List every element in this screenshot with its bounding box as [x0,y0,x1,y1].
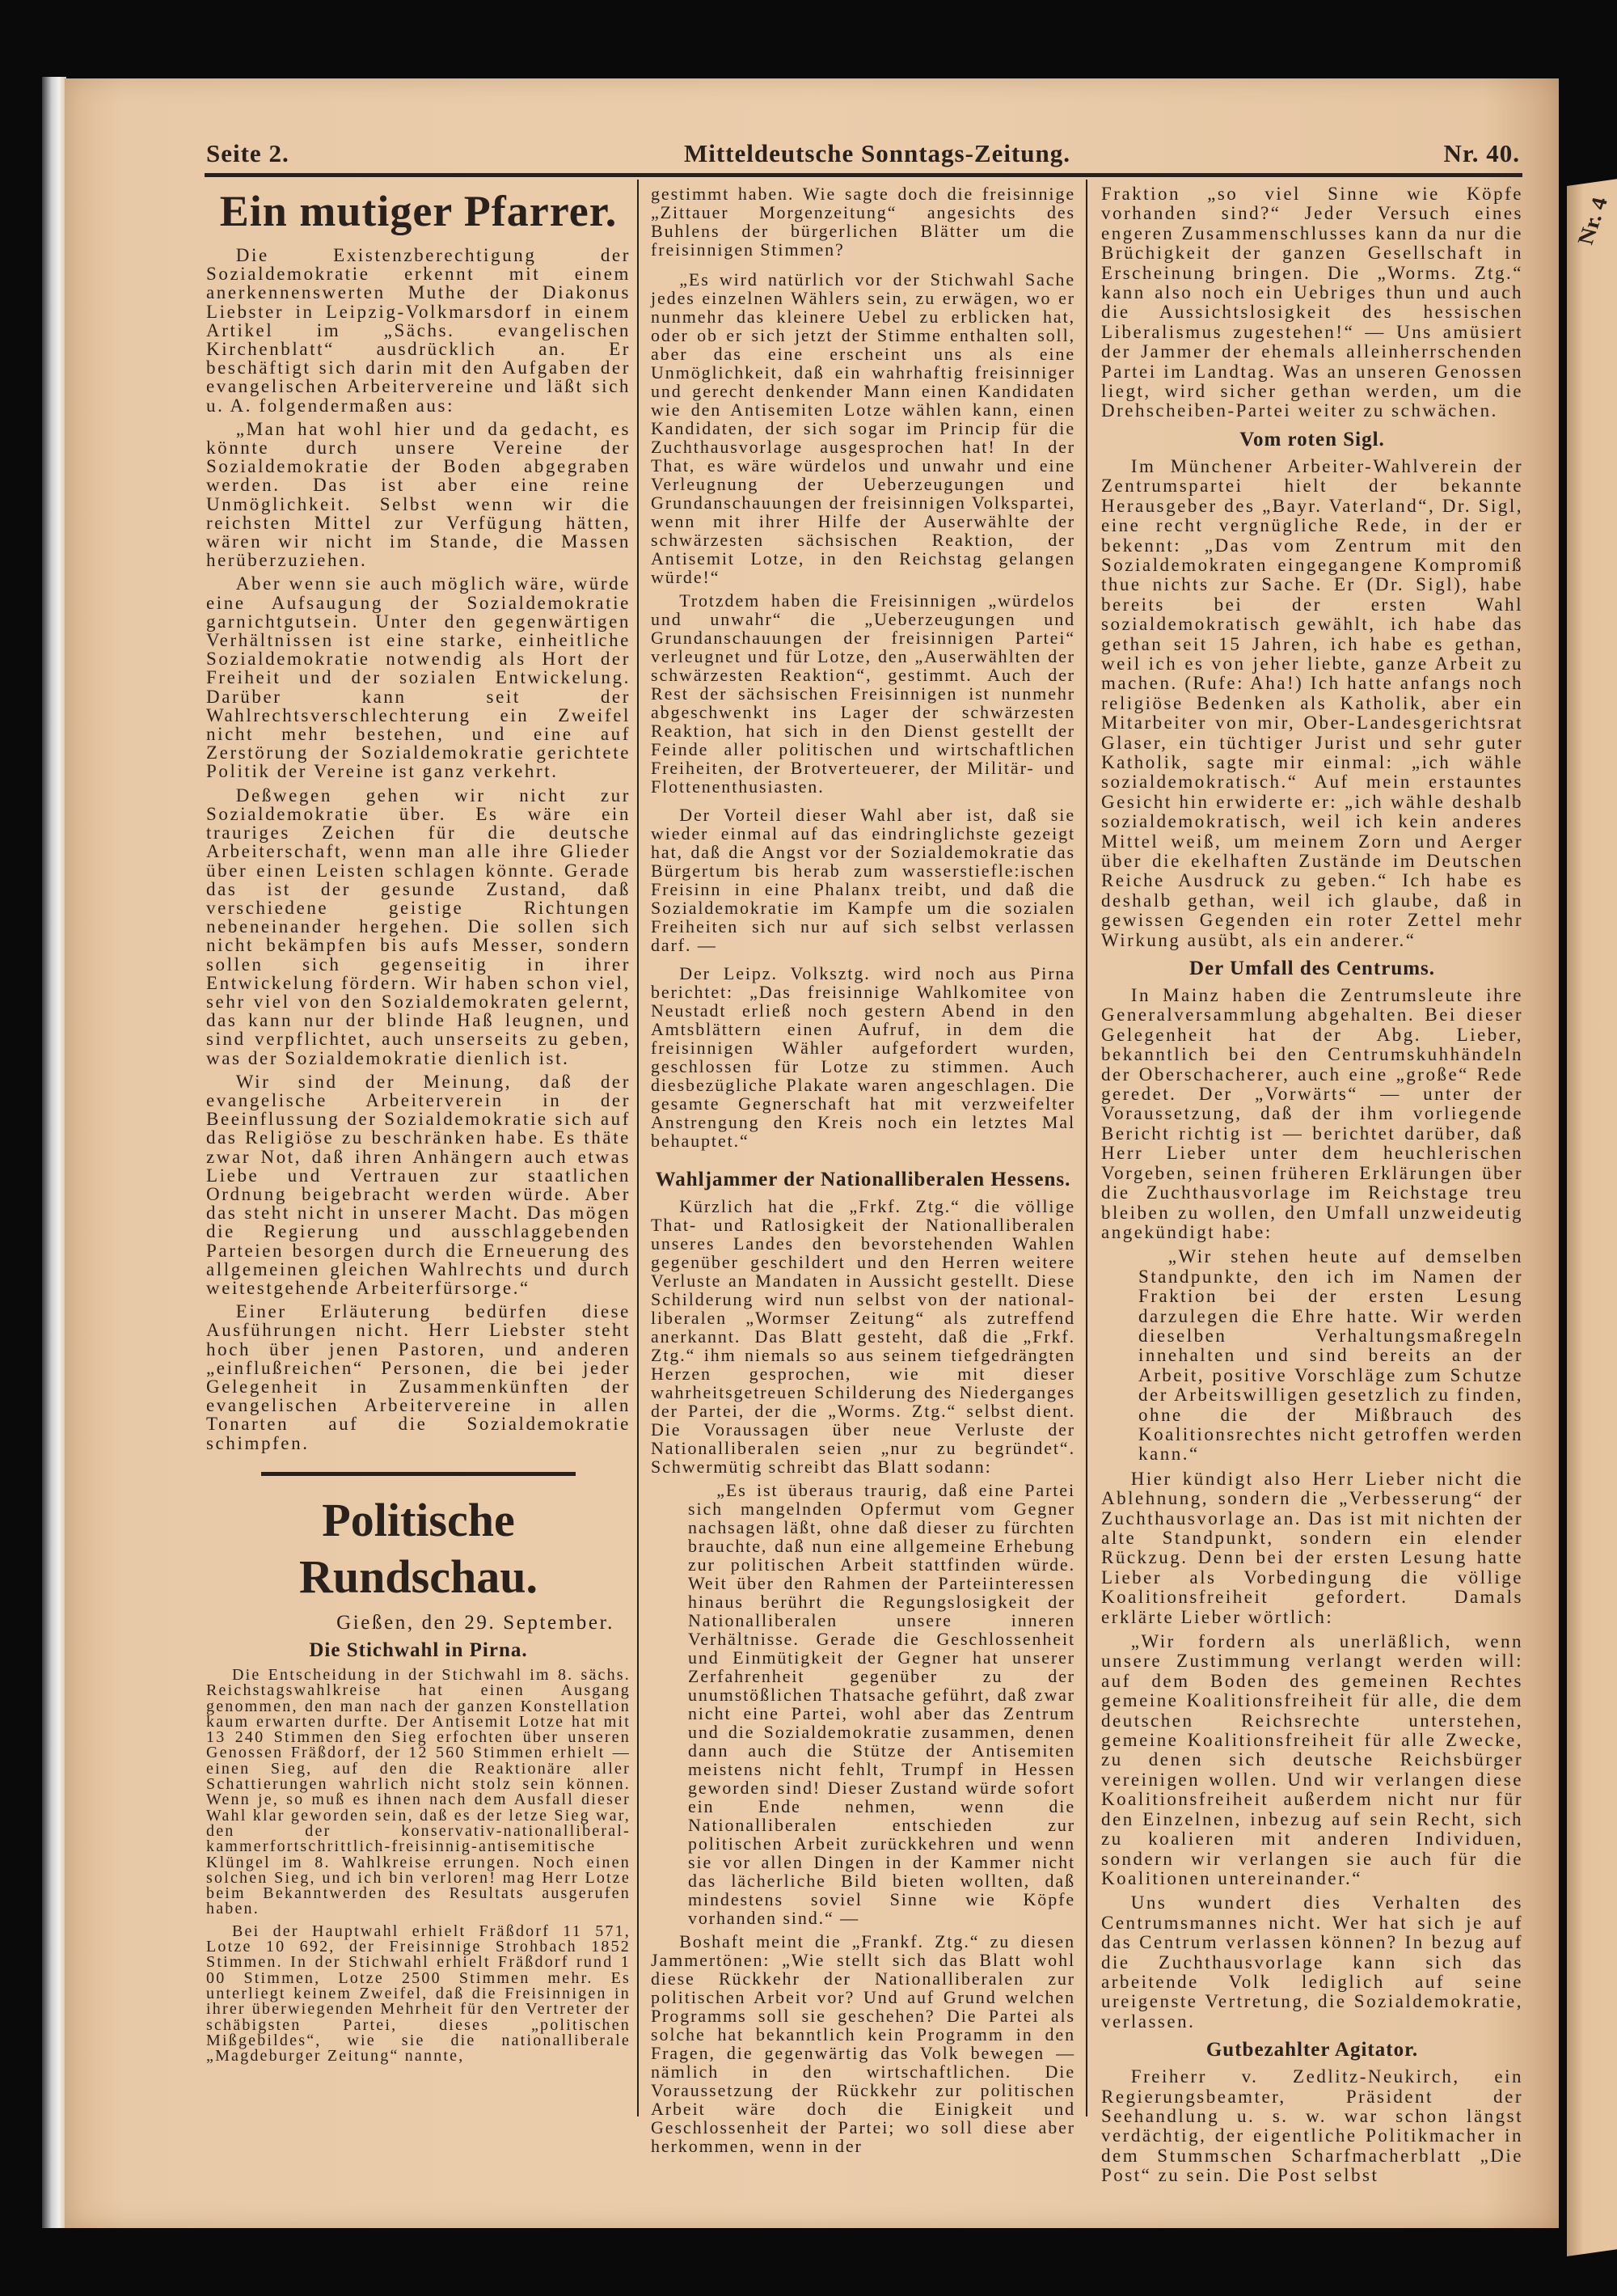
section-divider [261,1472,576,1476]
paragraph: Fraktion „so viel Sinne wie Köpfe vorhanden sind?“ Jeder Versuch eines engeren Zusammenschlusses kann da nur die Brüchigkeit der ganzen Gesellschaft in Erscheinung bringen. Die „Worms. Ztg.“ kann also noch ein Uebriges thun und auch die Aussichtslosigkeit des hessischen Liberalismus zugestehen!“ — Uns amüsiert der Jammer der ehemals alleinherrschenden Partei im Landtag. Was an unseren Genossen liegt, wird sicher gethan werden, um die Drehscheiben-Partei weiter zu schwächen. [1101,184,1523,421]
paragraph: Der Vorteil dieser Wahl aber ist, daß sie wieder einmal auf das eindringlichste gezeigt hat, daß die Angst vor der Sozialdemokratie das Bürgertum bis herab zum wasserstiefle:ischen Freisinn in eine Phalanx treibt, und daß die Sozialdemokratie im Kampfe um die sozialen Freiheiten sich nur auf sich selbst verlassen darf. — [651,805,1075,955]
paragraph: In Mainz haben die Zentrumsleute ihre Generalversammlung abgehalten. Bei dieser Gelegenheit hat der Abg. Lieber, bekanntlich bei den Centrumskuhhändeln der Oberschacherer, auch eine „große“ Rede geredet. Der „Vorwärts“ — unter der Voraussetzung, daß der ihm vorliegende Bericht richtig ist — berichtet darüber, daß Herr Lieber unter dem heuchlerischen Vorgeben, seinen früheren Erklärungen über die Zuchthausvorlage im Reichstage treu bleiben zu wollen, den Umfall unzweideutig angekündigt habe: [1101,985,1523,1242]
quote-paragraph: „Wir fordern als unerläßlich, wenn unsere Zustimmung verlangt werden will: auf dem Boden des gemeinen Rechtes gemeine Koalitionsfreiheit für alle, die dem deutschen Reichsrechte unterstehen, gemeine Koalitionsfreiheit für alle Zwecke, zu denen sich deutsche Reichsbürger vereinigen wollen. Und wir verlangen diese Koalitionsfreiheit außerdem nicht nur für den Einzelnen, inbezug auf sein Recht, sich zu koalieren mit anderen Individuen, sondern wir verlangen sie auch für die Koalitionen untereinander.“ [1101,1631,1523,1888]
paragraph: Freiherr v. Zedlitz-Neukirch, ein Regierungsbeamter, Präsident der Seehandlung u. s. w. war schon längst verdächtig, der eigentliche Politikmacher in dem Stummschen Scharfmacherblatt „Die Post“ zu sein. Die Post selbst [1101,2066,1523,2186]
paragraph: Aber wenn sie auch möglich wäre, würde eine Aufsaugung der Sozialdemokratie garnichtgutsein. Unter den gegenwärtigen Verhältnissen ist eine starke, einheitliche Sozialdemokratie notwendig als Hort der Freiheit und der sozialen Entwickelung. Darüber kann seit der Wahlrechtsverschlechterung ein Zweifel nicht mehr bestehen, und eine auf Zerstörung der Sozialdemokratie gerichtete Politik der Vereine ist ganz verkehrt. [206,573,631,782]
column-divider-2 [1086,180,1087,2116]
paragraph: Kürzlich hat die „Frkf. Ztg.“ die völlige That- und Ratlosigkeit der Nationalliberalen unseres Landes den bevorstehenden Wahlen gegenüber geschildert und den Herren weitere Verluste an Mandaten in Aussicht gestellt. Diese Schilderung wird nun selbst von der national-liberalen „Wormser Zeitung“ als zutreffend anerkannt. Das Blatt gesteht, daß die „Frkf. Ztg.“ ihm niemals so aus seinem tiefgedrängten Herzen gesprochen, wie mit dieser wahrheitsgetreuen Schilderung des Niederganges der Partei, der die „Worms. Ztg.“ selbst dient. Die Voraussagen über neue Verluste der Nationalliberalen seien „nur zu begründet“. Schwermütig schreibt das Blatt sodann: [651,1196,1075,1477]
header-rule [205,173,1522,177]
paragraph: Wir sind der Meinung, daß der evangelische Arbeiterverein in der Beeinflussung der Sozialdemokratie sich auf das Religiöse zu beschränken habe. Es thäte zwar Not, daß ihren Anhängern auch etwas Liebe und Vertrauen zur staatlichen Ordnung beigebracht werden würde. Aber das steht nicht in unserer Macht. Das mögen die Regierung und ausschlaggebenden Parteien besorgen durch die Erneuerung des allgemeinen gleichen Wahlrechts und durch weitestgehende Arbeiterfürsorge.“ [206,1071,631,1298]
paragraph: Boshaft meint die „Frankf. Ztg.“ zu diesen Jammertönen: „Wie stellt sich das Blatt wohl diese Rückkehr der Nationalliberalen zur politischen Arbeit vor? Und auf Grund welchen Programms soll sie geschehen? Die Partei als solche hat bekanntlich kein Programm in den Fragen, die gegenwärtig das Volk bewegen — nämlich in den wirtschaftlichen. Die Voraussetzung der Rückkehr zur politischen Arbeit wäre doch die Einigkeit und Geschlossenheit der Partei; wo soll diese aber herkommen, wenn in der [651,1931,1075,2156]
book-spine [42,77,66,2228]
heading-vom-roten-sigl: Vom roten Sigl. [1239,428,1385,450]
paragraph: „Man hat wohl hier und da gedacht, es könnte durch unsere Vereine der Sozialdemokratie der Boden abgegraben werden. Das ist aber eine reine Unmöglichkeit. Selbst wenn wir die reichsten Mittel zur Verfügung hätten, wären wir nicht im Stande, die Massen herüberzuziehen. [206,418,631,571]
newspaper-title: Mitteldeutsche Sonntags-Zeitung. [683,139,1071,167]
paragraph: Die Entscheidung in der Stichwahl im 8. sächs. Reichstagswahlkreise hat einen Ausgang genommen, den man nach der ganzen Konstellation kaum erwarten durfte. Der Antisemit Lotze hat mit 13 240 Stimmen den Sieg erfochten über unseren Genossen Fräßdorf, der 12 560 Stimmen erhielt — einen Sieg, auf den die Reaktionäre aller Schattierungen wahrlich nicht stolz sein können. Wenn je, so muß es ihnen nach dem Ausfall dieser Wahl klar geworden sein, daß es der letze Sieg war, den der konservativ-nationalliberal-kammerfortschrittlich-freisinnig-antisemitische Klüngel im 8. Wahlkreise errungen. Noch einen solchen Sieg, und ich bin verloren! mag Herr Lotze beim Bekanntwerden des Resultats ausgerufen haben. [206,1666,631,1918]
paragraph: Die Existenzberechtigung der Sozialdemokratie erkennt mit einem anerkennenswerten Muthe der Diakonus Liebster in Leipzig-Volkmarsdorf in einem Artikel im „Sächs. evangelischen Kirchenblatt“ ausdrücklich an. Er beschäftigt sich darin mit den Aufgaben der evangelischen Arbeitervereine und läßt sich u. A. folgendermaßen aus: [206,245,631,416]
paragraph: Einer Erläuterung bedürfen diese Ausführungen nicht. Herr Liebster steht hoch über jenen Pastoren, und anderen „einflußreichen“ Personen, die bei jeder Gelegenheit in Zusammenkünften der evangelischen Arbeitervereine in allen Tonarten auf die Sozialdemokratie schimpfen. [206,1301,631,1453]
heading-umfall-des-centrums: Der Umfall des Centrums. [1188,958,1436,980]
article-title-pfarrer: Ein mutiger Pfarrer. [219,187,618,235]
next-page-edge [1567,178,1617,2256]
paragraph: Bei der Hauptwahl erhielt Fräßdorf 11 571, Lotze 10 692, der Freisinnige Strohbach 1852 Stimmen. In der Stichwahl erhielt Fräßdorf rund 1 00 Stimmen, Lotze 2500 Stimmen mehr. Es unterliegt keinem Zweifel, daß die Freisinnigen in ihrer überwiegenden Mehrheit für den Vertreter der schäbigsten Partei, dieses „politischen Mißgebildes“, wie sie die nationalliberale „Magdeburger Zeitung“ nannte, [206,1922,631,2066]
column-divider-1 [637,180,639,2116]
paragraph: Hier kündigt also Herr Lieber nicht die Ablehnung, sondern die „Verbesserung“ der Zuchthausvorlage an. Das ist mit nichten der alte Standpunkt, sondern ein elender Rückzug. Denn bei der ersten Lesung hatte Lieber als Vorbedingung die völlige Koalitionsfreiheit gefordert. Damals erklärte Lieber wörtlich: [1101,1468,1523,1627]
paragraph: Im Münchener Arbeiter-Wahlverein der Zentrumspartei hielt der bekannte Herausgeber des „Bayr. Vaterland“, Dr. Sigl, eine recht vergnügliche Rede, in der er bekennt: „Das vom Zentrum mit den Sozialdemokraten eingegangene Kompromiß thue nichts zur Sache. Er (Dr. Sigl), habe bereits bei der ersten Wahl sozialdemokratisch gewählt, ich habe das gethan seit 15 Jahren, ich habe es gethan, weil ich es von jeher liebte, ganze Arbeit zu machen. (Rufe: Aha!) Ich hatte anfangs noch religiöse Bedenken als Katholik, aber ein Mitarbeiter von mir, Ober-Landesgerichtsrat Glaser, ein tüchtiger Jurist und sehr guter Katholik, sagte mir einmal: „ich wähle sozialdemokratisch.“ Auf mein erstauntes Gesicht hin erwiderte er: „ich wähle deshalb sozialdemokratisch, weil ich kein anderes Mittel weiß, um meinem Zorn und Aerger über die ekelhaften Zustände im Deutschen Reiche Ausdruck zu geben.“ Ich habe es deshalb gethan, weil ich glaube, daß in gewissen Gegenden ein roter Zettel mehr Wirkung ausübt, als ein anderer.“ [1101,455,1523,950]
pirna-article [206,1668,631,2064]
heading-wahljammer: Wahljammer der Nationalliberalen Hessens. [655,1169,1071,1190]
quote-paragraph: „Es wird natürlich vor der Stichwahl Sache jedes einzelnen Wählers sein, zu erwägen, wo er nunmehr das kleinere Uebel zu erblicken hat, oder ob er sich jetzt der Stimme enthalten soll, aber das eine erscheint uns als eine Unmöglichkeit, daß ein wahrhaftig freisinniger und gerecht denkender Mann einen Kandidaten wie den Antisemiten Lotze wählen kann, einen Kandidaten, der sich sogar im Princip für die Zuchthausvorlage ausgesprochen hat! In der That, es wäre würdelos und unwahr und eine Verleugnung der Ueberzeugungen und Grundanschauungen der freisinnigen Volkspartei, wenn mit ihrer Hilfe der Auserwählte der schwärzesten sächsischen Reaktion, der Antisemit Lotze, in den Reichstag gelangen würde!“ [651,269,1075,587]
heading-gutbezahlter-agitator: Gutbezahlter Agitator. [1205,2039,1419,2061]
paragraph: Deßwegen gehen wir nicht zur Sozialdemokratie über. Es wäre ein trauriges Zeichen für die deutsche Arbeiterschaft, wenn man alle ihre Glieder über einen Leisten schlagen könnte. Gerade das ist der gesunde Zustand, daß verschiedene geistige Richtungen nebeneinander hergehen. Die sollen sich nicht bekämpfen bis aufs Messer, sondern sollen sich gegenseitig in ihrer Entwickelung fördern. Wir haben schon viel, sehr viel von den Sozialdemokraten gelernt, das kann nur der blinde Haß leugnen, und sind verpflichtet, auch unserseits zu geben, was der Sozialdemokratie dienlich ist. [206,784,631,1068]
quote-paragraph: „Es ist überaus traurig, daß eine Partei sich mangelnden Opfermut vom Gegner nachsagen läßt, ohne daß dieser zu fürchten brauchte, daß nun eine allgemeine Erhebung zur politischen Arbeit stattfinden würde. Weit über den Rahmen der Parteiinteressen hinaus berührt die Regungslosigkeit der Nationalliberalen unsere inneren Verhältnisse. Gerade die Geschlossenheit und Einmütigkeit der Gegner hat unserer Zerfahrenheit gegenüber zu der unumstößlichen Thatsache geführt, daß zwar nicht eine Partei, wohl aber das Zentrum und die Sozialdemokratie zusammen, denen dann auch die Stütze der Antisemiten meistens nicht fehlt, Trumpf in Hessen geworden sind! Dieser Zustand würde sofort ein Ende nehmen, wenn die Nationalliberalen entschieden zur politischen Arbeit zurückkehren und wenn sie vor allen Dingen in der Kammer nicht das lächerliche Bild bieten wollten, daß mindestens soviel Sinne wie Köpfe vorhanden sind.“ — [688,1480,1075,1928]
column-1 [206,184,631,2070]
column-2 [651,184,1075,2160]
dateline: Gießen, den 29. September. [336,1611,614,1634]
issue-number: Nr. 40. [1443,139,1520,167]
quote-paragraph: „Wir stehen heute auf demselben Standpunkte, den ich im Namen der Fraktion bei der ersten Lesung darzulegen die Ehre hatte. Wir werden dieselben Verhaltungsmaßregeln innehalten und sind bereits an der Arbeit, positive Vorschläge zum Schutze der Arbeitswilligen gesetzlich zu finden, ohne die der Mißbrauch des Koalitionsrechtes nicht getroffen werden kann.“ [1138,1246,1523,1465]
paragraph: gestimmt haben. Wie sagte doch die freisinnige „Zittauer Morgenzeitung“ angesichts des Buhlens der bürgerlichen Blätter um die freisinnigen Stimmen? [651,184,1075,260]
subheading-stichwahl-pirna: Die Stichwahl in Pirna. [309,1639,528,1661]
next-page-issue-number: Nr. 4 [1573,195,1613,247]
paragraph: Uns wundert dies Verhalten des Centrumsmannes nicht. Wer hat sich je auf das Centrum verlassen können? In bezug auf die Zuchthausvorlage kann sich das arbeitende Volk lediglich auf seine ureigenste Vertretung, die Sozialdemokratie, verlassen. [1101,1892,1523,2032]
column-3 [1101,184,1523,2191]
page-number: Seite 2. [206,139,289,167]
section-title-politische-rundschau: Politische Rundschau. [299,1493,538,1603]
paragraph: Trotzdem haben die Freisinnigen „würdelos und unwahr“ die „Ueberzeugungen und Grundanschauungen der freisinnigen Partei“ verleugnet und für Lotze, den „Auserwählten der schwärzesten Reaktion“, gestimmt. Auch der Rest der sächsischen Freisinnigen ist nunmehr abgeschwenkt ins Lager der schwärzesten Reaktion, hat sich in den Dienst gestellt der Feinde aller politischen und wirtschaftlichen Freiheiten, der Brotverteuerer, der Militär- und Flottenenthusiasten. [651,590,1075,797]
paragraph: Der Leipz. Volksztg. wird noch aus Pirna berichtet: „Das freisinnige Wahlkomitee von Neustadt erließ noch gestern Abend in den Amtsblättern einen Aufruf, in dem die freisinnigen Wähler aufgefordert wurden, geschlossen für Lotze zu stimmen. Auch diesbezügliche Plakate waren angeschlagen. Die gesamte Gegnerschaft hat mit verzweifelter Anstrengung den Kreis noch ein letztes Mal behauptet.“ [651,963,1075,1151]
